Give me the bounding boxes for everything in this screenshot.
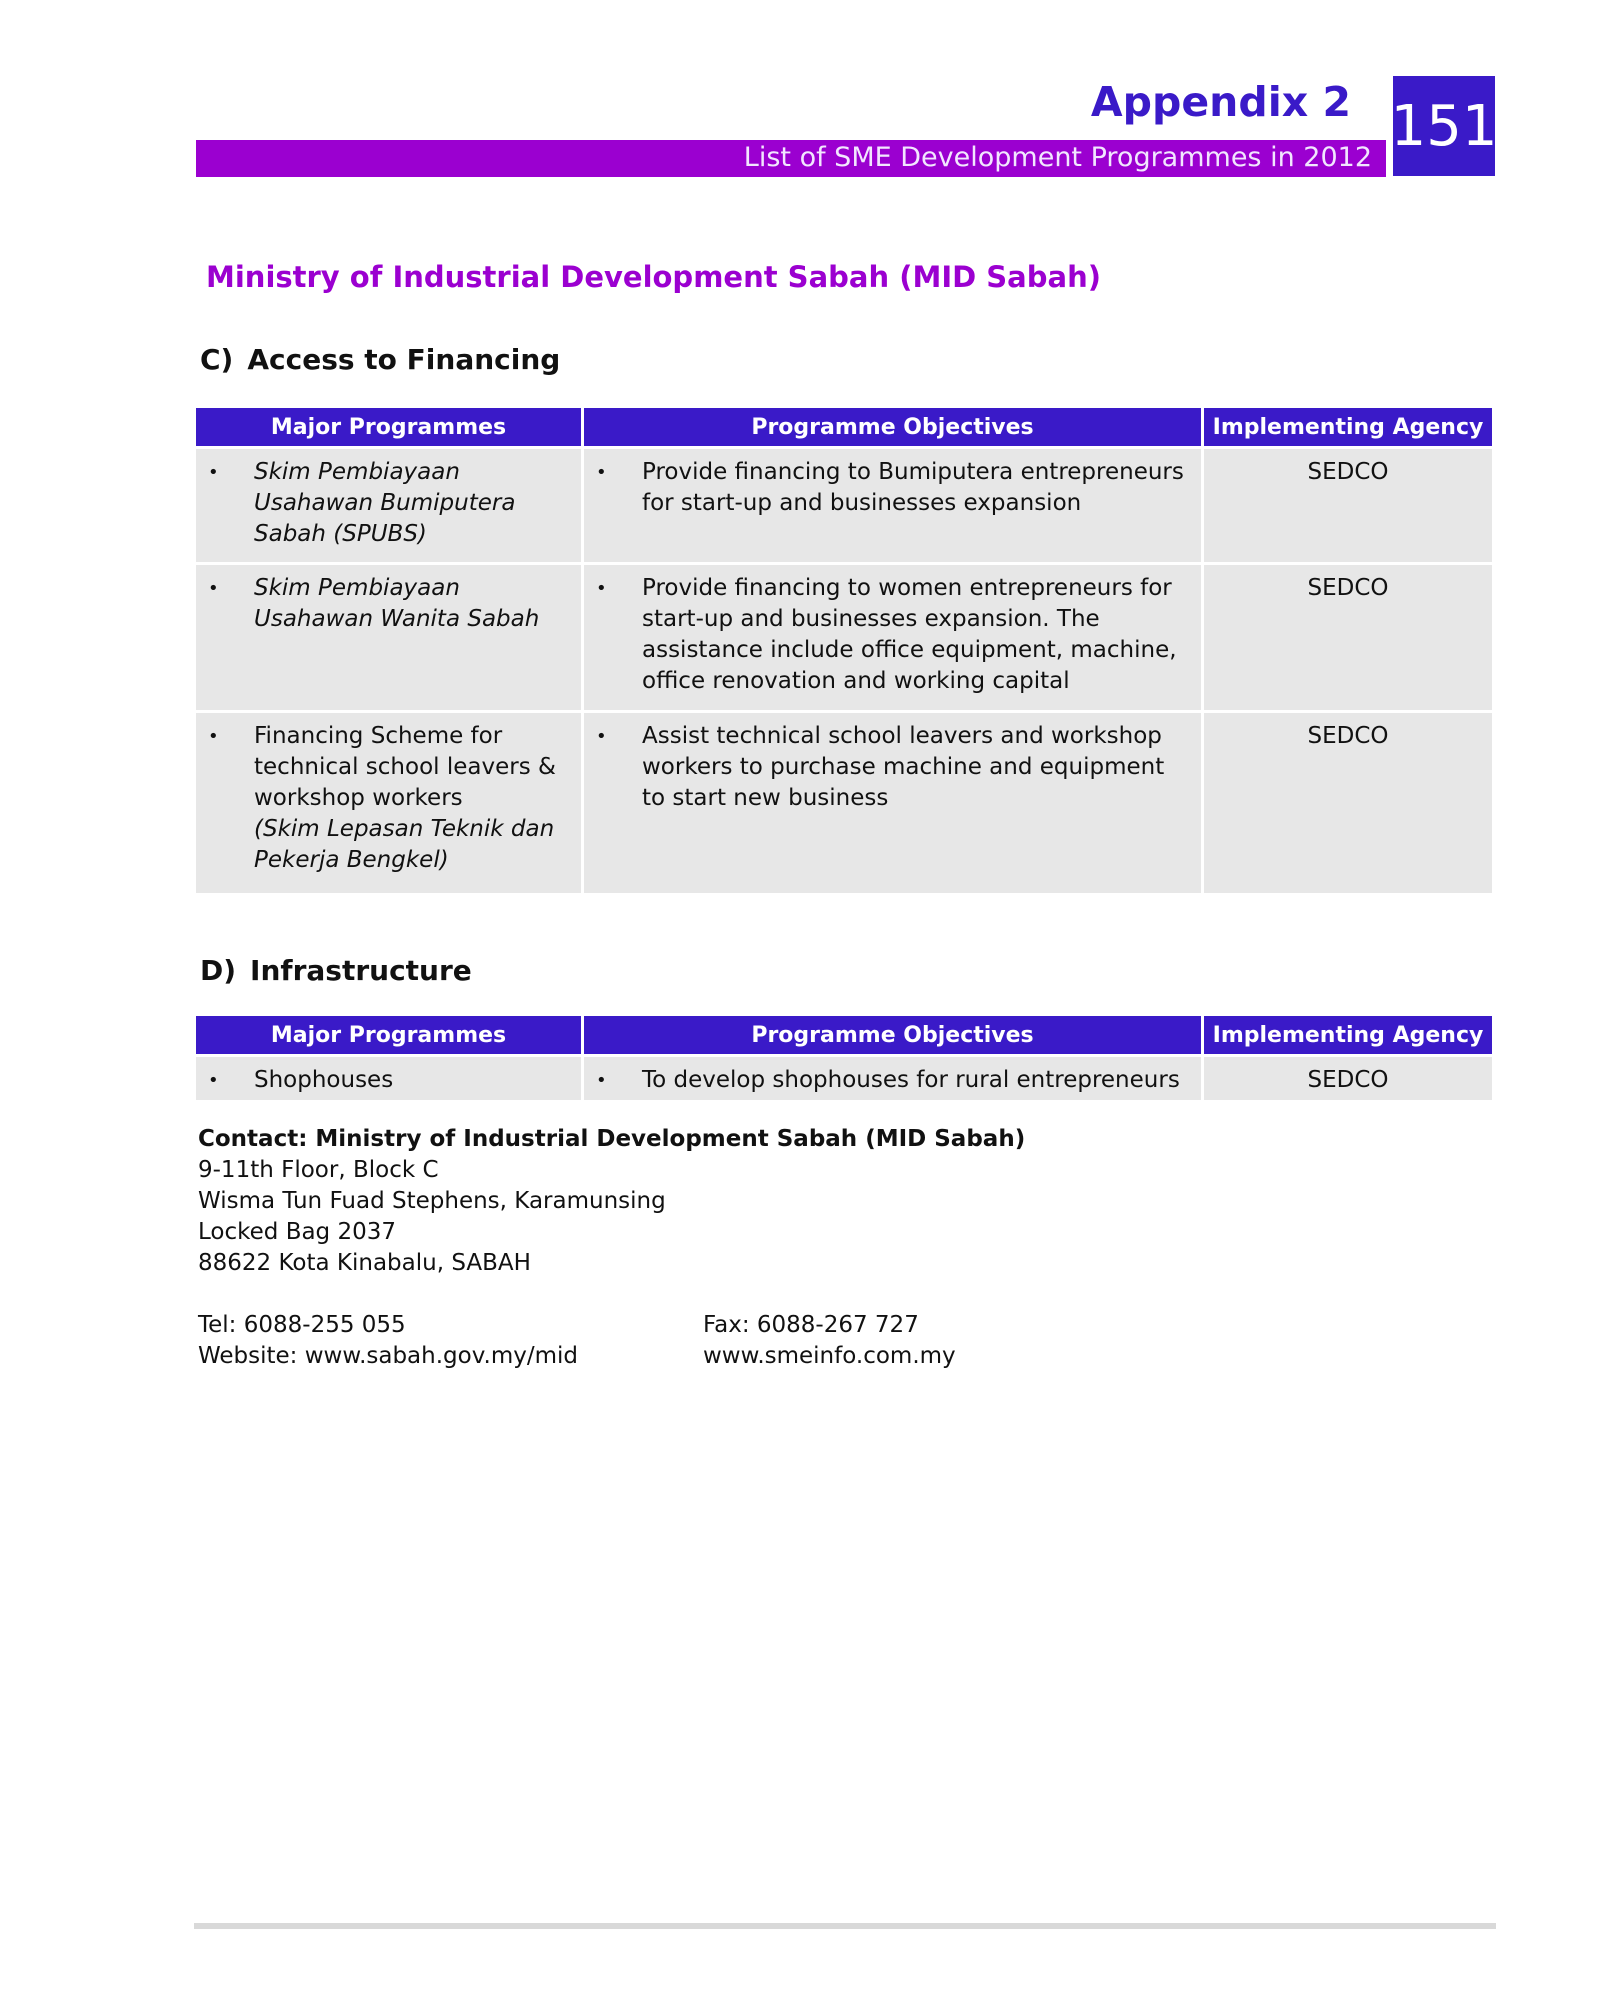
address-line: 88622 Kota Kinabalu, SABAH: [198, 1250, 531, 1276]
programme-note: (Skim Lepasan Teknik dan Pekerja Bengkel): [254, 816, 555, 873]
agency-cell: SEDCO: [1204, 449, 1492, 562]
table-header-row: [196, 408, 1492, 446]
programme-cell: [196, 713, 581, 893]
programme-name: Financing Scheme for technical school leavers & workshop workers: [254, 723, 556, 811]
section-d-letter: D): [200, 954, 237, 987]
column-header-agency: Implementing Agency: [1204, 408, 1492, 446]
bullet-icon: •: [596, 578, 607, 599]
header-bar: [196, 140, 1386, 177]
programme-cell: [196, 565, 581, 710]
table-row: [196, 713, 1492, 893]
objective-cell: [584, 1057, 1201, 1100]
section-c-title: Access to Financing: [247, 343, 561, 376]
header-subtitle: List of SME Development Programmes in 2012: [743, 142, 1372, 173]
contact-fax: Fax: 6088-267 727: [703, 1312, 919, 1338]
bullet-icon: •: [208, 1070, 219, 1091]
financing-table: [193, 405, 1495, 896]
table-row: [196, 565, 1492, 710]
agency-cell: SEDCO: [1204, 565, 1492, 710]
section-d-title: Infrastructure: [250, 954, 472, 987]
objective-cell: [584, 713, 1201, 893]
objective-text: Assist technical school leavers and workshop workers to purchase machine and equipment to start new business: [642, 723, 1165, 811]
appendix-title: Appendix 2: [1090, 78, 1351, 126]
column-header-objectives: Programme Objectives: [584, 408, 1201, 446]
page-number: 151: [1393, 76, 1495, 176]
agency-cell: SEDCO: [1204, 713, 1492, 893]
programme-name: Skim Pembiayaan Usahawan Bumiputera Sabah (SPUBS): [254, 459, 516, 547]
ministry-title: Ministry of Industrial Development Sabah (MID Sabah): [206, 260, 1101, 294]
bullet-icon: •: [596, 462, 607, 483]
bullet-icon: •: [208, 726, 219, 747]
contact-tel: Tel: 6088-255 055: [198, 1312, 406, 1338]
address-line: Wisma Tun Fuad Stephens, Karamunsing: [198, 1188, 666, 1214]
table-row: [196, 449, 1492, 562]
section-c-heading: [200, 343, 560, 376]
objective-text: To develop shophouses for rural entrepreneurs: [642, 1067, 1180, 1093]
programme-cell: [196, 449, 581, 562]
programme-name: Shophouses: [254, 1067, 394, 1093]
column-header-programmes: Major Programmes: [196, 408, 581, 446]
address-line: Locked Bag 2037: [198, 1219, 397, 1245]
column-header-programmes: Major Programmes: [196, 1016, 581, 1054]
section-c-letter: C): [200, 343, 234, 376]
agency-cell: SEDCO: [1204, 1057, 1492, 1100]
bullet-icon: •: [208, 462, 219, 483]
objective-text: Provide financing to women entrepreneurs for start-up and businesses expansion. The assistance include office equipment, machine, office renovation and working capital: [642, 575, 1177, 694]
bullet-icon: •: [596, 1070, 607, 1091]
objective-cell: [584, 565, 1201, 710]
column-header-objectives: Programme Objectives: [584, 1016, 1201, 1054]
contact-website[interactable]: Website: www.sabah.gov.my/mid: [198, 1343, 579, 1369]
programme-name: Skim Pembiayaan Usahawan Wanita Sabah: [254, 575, 540, 632]
table-row: [196, 1057, 1492, 1100]
address-line: 9-11th Floor, Block C: [198, 1157, 439, 1183]
contact-heading: Contact: Ministry of Industrial Development Sabah (MID Sabah): [198, 1126, 1026, 1152]
footer-divider: [194, 1923, 1496, 1929]
objective-cell: [584, 449, 1201, 562]
bullet-icon: •: [596, 726, 607, 747]
infrastructure-table: [193, 1013, 1495, 1103]
contact-website-2[interactable]: www.smeinfo.com.my: [703, 1343, 956, 1369]
objective-text: Provide financing to Bumiputera entrepreneurs for start-up and businesses expansion: [642, 459, 1184, 516]
section-d-heading: [200, 954, 472, 987]
contact-block: [198, 1124, 1025, 1279]
programme-cell: [196, 1057, 581, 1100]
table-header-row: [196, 1016, 1492, 1054]
programme-name-block: [254, 721, 571, 876]
contact-details: [198, 1310, 956, 1372]
column-header-agency: Implementing Agency: [1204, 1016, 1492, 1054]
bullet-icon: •: [208, 578, 219, 599]
